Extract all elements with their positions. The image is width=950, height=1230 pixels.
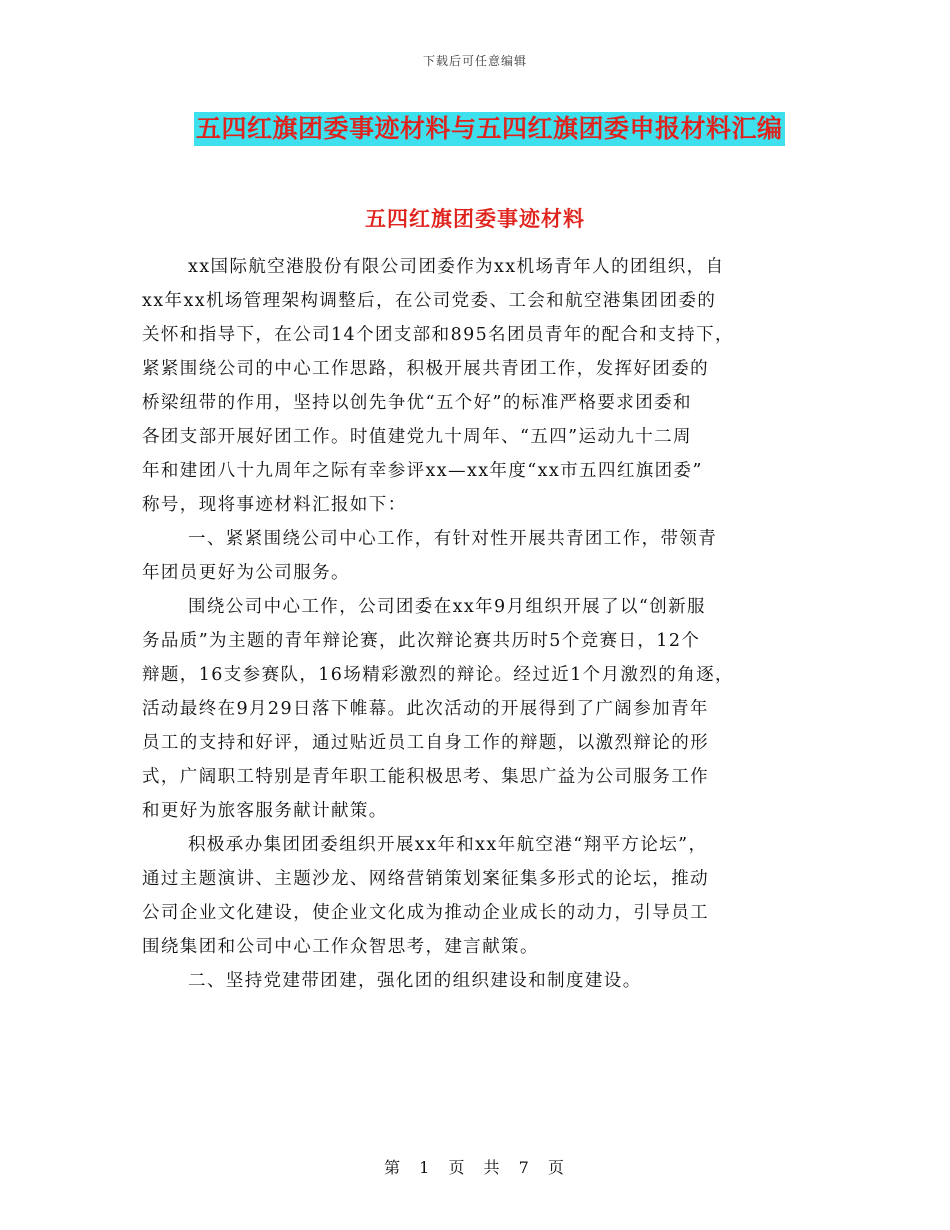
text-line: 紧紧围绕公司的中心工作思路，积极开展共青团工作，发挥好团委的 <box>142 359 709 379</box>
text-line: 称号，现将事迹材料汇报如下： <box>142 495 407 515</box>
text-line: 和更好为旅客服务献计献策。 <box>142 801 388 821</box>
text-line: 通过主题演讲、主题沙龙、网络营销策划案征集多形式的论坛，推动 <box>142 869 709 889</box>
paragraph-intro <box>142 250 808 522</box>
text-line: 务品质”为主题的青年辩论赛，此次辩论赛共历时5个竞赛日，12个 <box>142 631 701 651</box>
page-footer: 第 1 页 共 7 页 <box>384 1158 566 1177</box>
paragraph-debate <box>142 590 808 828</box>
text-line: xx国际航空港股份有限公司团委作为xx机场青年人的团组织，自 <box>188 257 725 277</box>
text-line: 员工的支持和好评，通过贴近员工自身工作的辩题，以激烈辩论的形 <box>142 733 709 753</box>
paragraph-heading-two <box>142 964 808 998</box>
text-line: 辩题，16支参赛队，16场精彩激烈的辩论。经过近1个月激烈的角逐， <box>142 665 734 685</box>
paragraph-heading-one <box>142 522 808 590</box>
text-line: 一、紧紧围绕公司中心工作，有针对性开展共青团工作，带领青 <box>188 529 718 549</box>
text-line: 式，广阔职工特别是青年职工能积极思考、集思广益为公司服务工作 <box>142 767 709 787</box>
text-line: 关怀和指导下，在公司14个团支部和895名团员青年的配合和支持下， <box>142 325 734 345</box>
header-note: 下载后可任意编辑 <box>422 54 527 68</box>
document-title: 五四红旗团委事迹材料与五四红旗团委申报材料汇编 <box>194 112 785 146</box>
text-line: 桥梁纽带的作用，坚持以创先争优“五个好”的标准严格要求团委和 <box>142 393 692 413</box>
text-line: 活动最终在9月29日落下帷幕。此次活动的开展得到了广阔参加青年 <box>142 699 709 719</box>
text-line: 围绕集团和公司中心工作众智思考，建言献策。 <box>142 937 539 957</box>
text-line: 各团支部开展好团工作。时值建党九十周年、“五四”运动九十二周 <box>142 427 692 447</box>
document-body <box>142 250 808 998</box>
text-line: 积极承办集团团委组织开展xx年和xx年航空港“翔平方论坛”， <box>188 835 708 855</box>
section-title: 五四红旗团委事迹材料 <box>365 206 585 231</box>
paragraph-forum <box>142 828 808 964</box>
text-line: 年和建团八十九周年之际有幸参评xx—xx年度“xx市五四红旗团委” <box>142 461 703 481</box>
text-line: 年团员更好为公司服务。 <box>142 563 350 583</box>
text-line: xx年xx机场管理架构调整后，在公司党委、工会和航空港集团团委的 <box>142 291 717 311</box>
text-line: 围绕公司中心工作，公司团委在xx年9月组织开展了以“创新服 <box>188 597 706 617</box>
text-line: 公司企业文化建设，使企业文化成为推动企业成长的动力，引导员工 <box>142 903 709 923</box>
text-line: 二、坚持党建带团建，强化团的组织建设和制度建设。 <box>188 971 642 991</box>
